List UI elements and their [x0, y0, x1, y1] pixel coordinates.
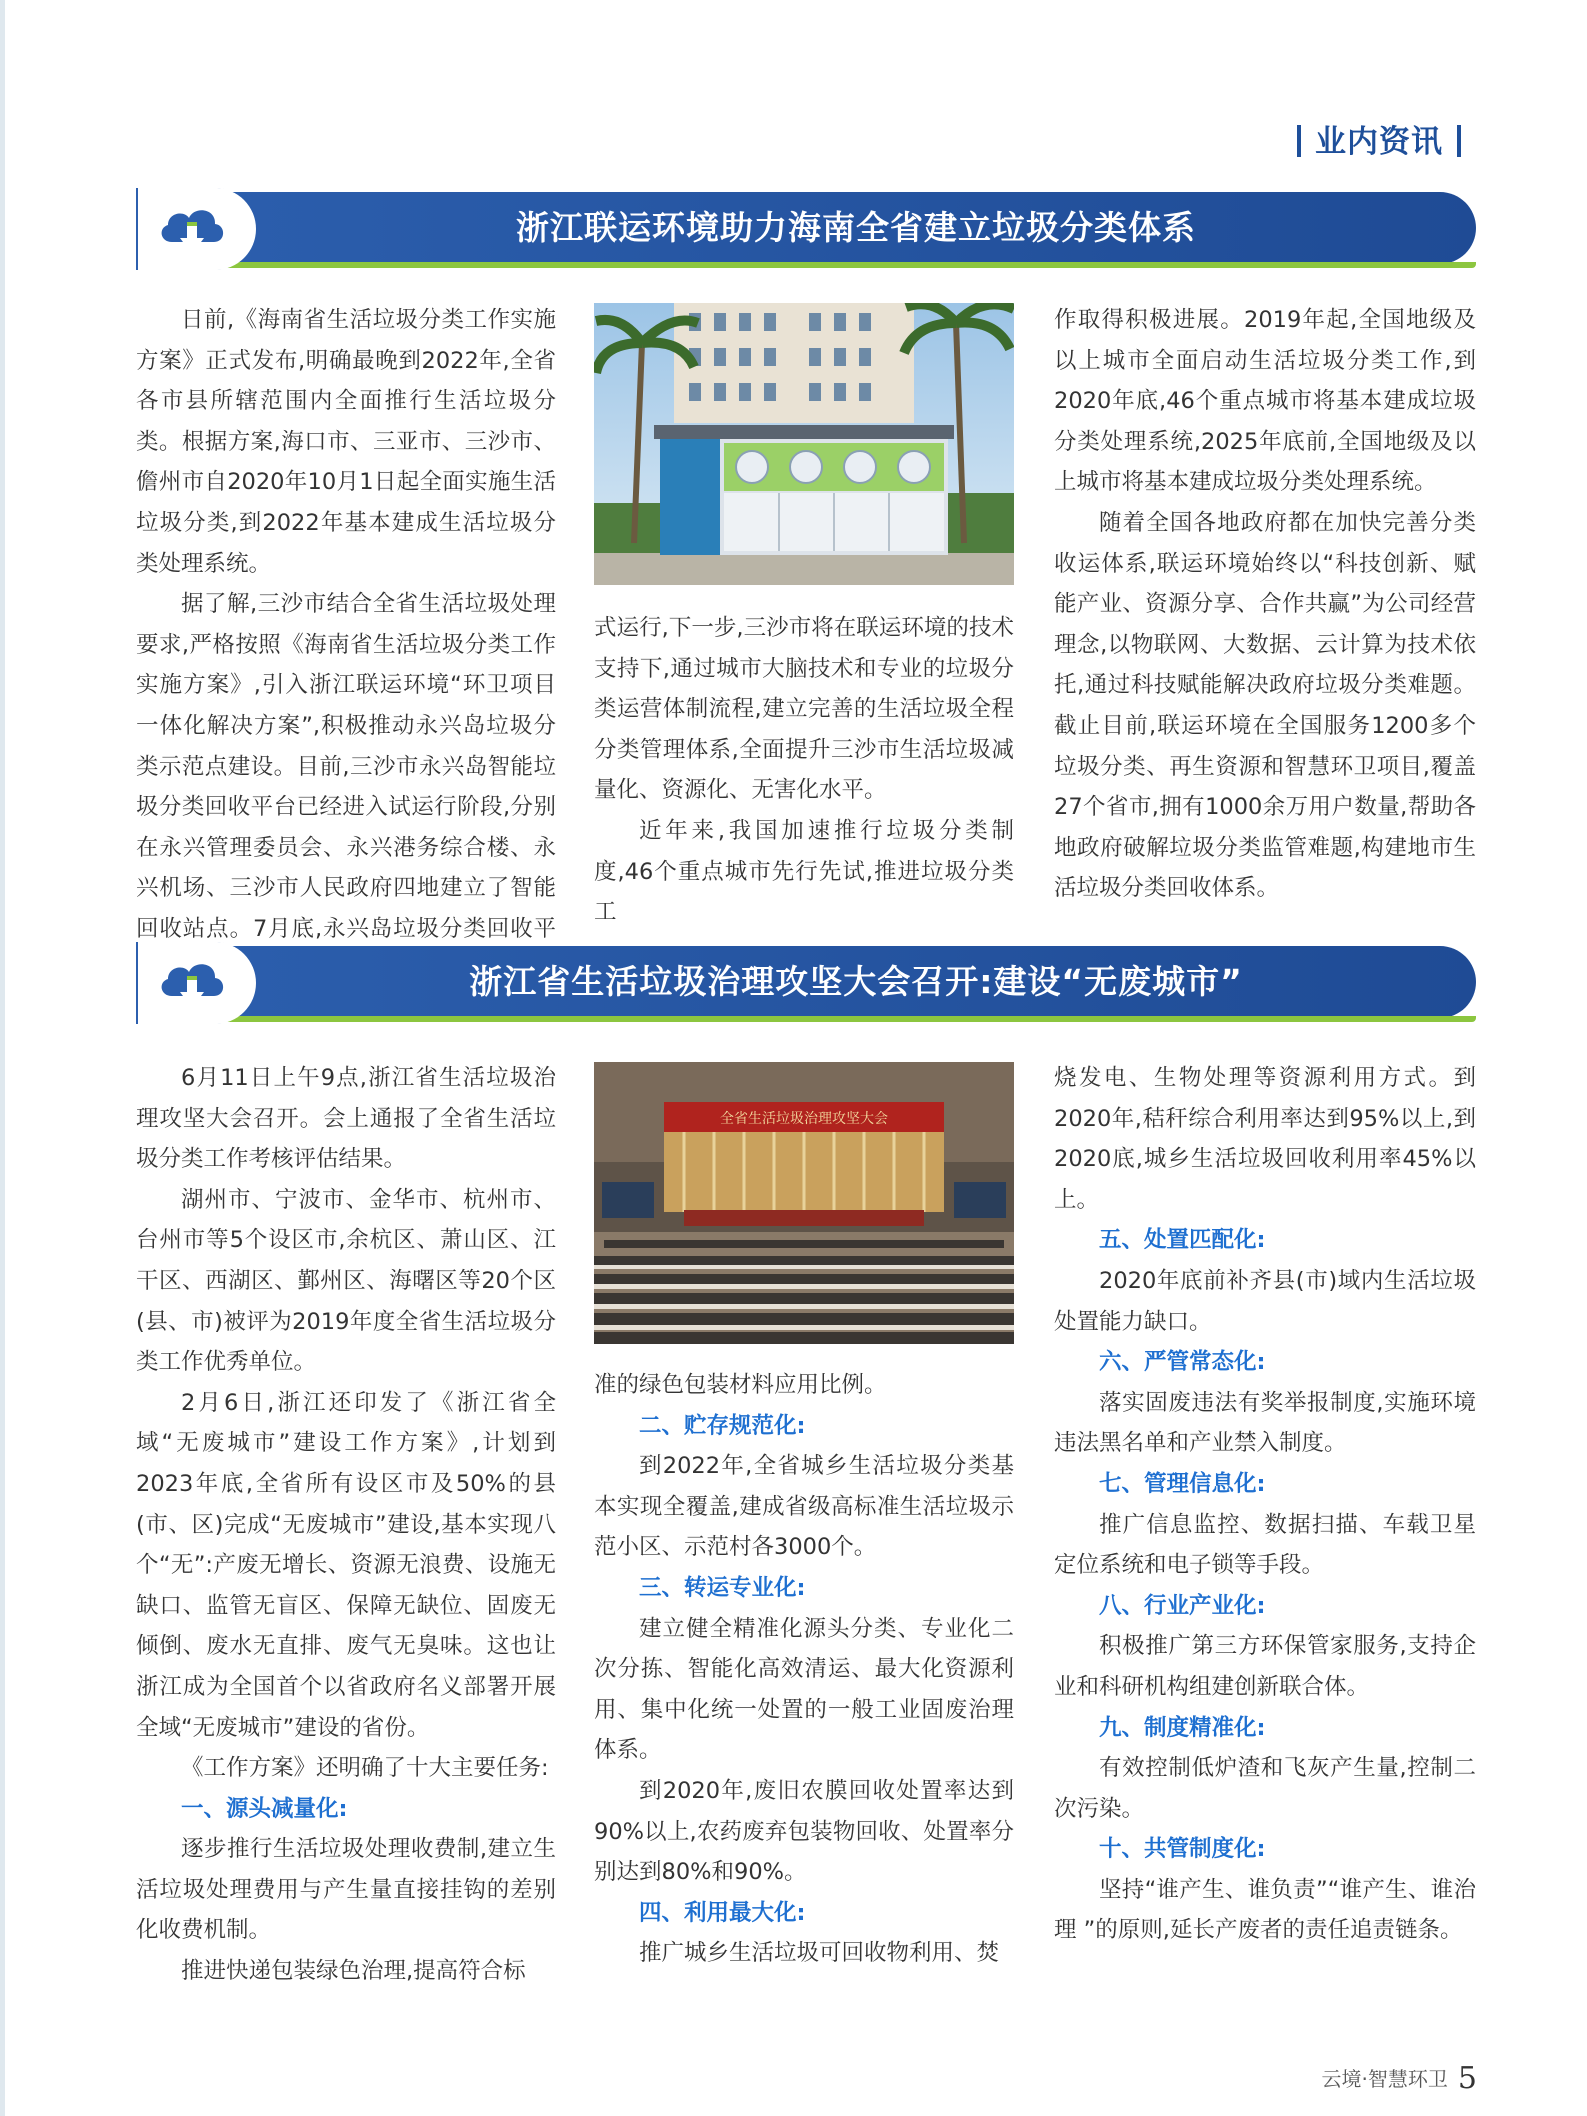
article1-title: 浙江联运环境助力海南全省建立垃圾分类体系: [516, 208, 1196, 247]
paragraph: 据了解,三沙市结合全省生活垃圾处理要求,严格按照《海南省生活垃圾分类工作实施方案》,引入浙江联运环境“环卫项目一体化解决方案”,积极推动永兴岛垃圾分类示范点建设。目前,三沙市永兴岛智能垃圾分类回收平台已经进入试运行阶段,分别在永兴管理委员会、永兴港务综合楼、永兴机场、三沙市人民政府四地建立了智能回收站点。7月底,永兴岛垃圾分类回收平: [136, 591, 556, 942]
banner-accent-line: [136, 1016, 1476, 1022]
paragraph: 式运行,下一步,三沙市将在联运环境的技术支持下,通过城市大脑技术和专业的垃圾分类运营体制流程,建立完善的生活垃圾全程分类管理体系,全面提升三沙市生活垃圾减量化、资源化、无害化水平。: [594, 615, 1014, 804]
cloud-download-icon: [154, 952, 230, 1016]
paragraph: 坚持“谁产生、谁负责”“谁产生、谁治理 ”的原则,延长产废者的责任追责链条。: [1054, 1876, 1476, 1944]
page-edge-line: [0, 0, 5, 2116]
cloud-download-icon: [154, 198, 230, 262]
paragraph-continued: 烧发电、生物处理等资源利用方式。到2020年,秸秆综合利用率达到95%以上,到2020底,城乡生活垃圾回收利用率45%以上。: [1054, 1065, 1476, 1213]
paragraph: 6月11日上午9点,浙江省生活垃圾治理攻坚大会召开。会上通报了全省生活垃圾分类工作考核评估结果。: [136, 1065, 556, 1173]
page-number: 5: [1457, 2061, 1477, 2096]
section-title: 业内资讯: [1315, 124, 1443, 160]
section-header: [1283, 116, 1475, 161]
task-heading: 八、行业产业化:: [1099, 1592, 1266, 1619]
paragraph: 2月6日,浙江还印发了《浙江省全域“无废城市”建设工作方案》,计划到2023年底,全省所有设区市及50%的县(市、区)完成“无废城市”建设,基本实现八个“无”:产废无增长、资源无浪费、设施无缺口、监管无盲区、保障无缺位、固废无倾倒、废水无直排、废气无臭味。这也让浙江成为全国首个以省政府名义部署开展全域“无废城市”建设的省份。: [136, 1389, 556, 1741]
banner-badge: [136, 188, 256, 270]
paragraph: 推广信息监控、数据扫描、车载卫星定位系统和电子锁等手段。: [1054, 1511, 1476, 1579]
magazine-name: 云境·智慧环卫: [1321, 2067, 1448, 2091]
task-heading: 二、贮存规范化:: [639, 1412, 806, 1439]
article1-column-3: [1054, 300, 1476, 909]
article2-column-2: [594, 1365, 1014, 1974]
paragraph: 作取得积极进展。2019年起,全国地级及以上城市全面启动生活垃圾分类工作,到2020年底,46个重点城市将基本建成垃圾分类处理系统,2025年底前,全国地级及以上城市将基本建成垃圾分类处理系统。: [1054, 307, 1476, 496]
article2-photo-conference-hall: [594, 1062, 1014, 1344]
paragraph: 落实固废违法有奖举报制度,实施环境违法黑名单和产业禁入制度。: [1054, 1389, 1476, 1457]
article2-column-1: [136, 1058, 556, 1992]
paragraph: 到2022年,全省城乡生活垃圾分类基本实现全覆盖,建成省级高标准生活垃圾示范小区、示范村各3000个。: [594, 1453, 1014, 1561]
header-bar-right: [1457, 125, 1461, 157]
task-heading: 三、转运专业化:: [639, 1574, 806, 1601]
task-heading: 六、严管常态化:: [1099, 1349, 1266, 1376]
article2-banner: [136, 946, 1476, 1026]
article1-column-1: [136, 300, 556, 990]
banner-accent-line: [136, 262, 1476, 268]
paragraph: 建立健全精准化源头分类、专业化二次分拣、智能化高效清运、最大化资源利用、集中化统一处置的一般工业固废治理体系。: [594, 1615, 1014, 1764]
task-heading: 五、处置匹配化:: [1099, 1227, 1266, 1254]
paragraph: 积极推广第三方环保管家服务,支持企业和科研机构组建创新联合体。: [1054, 1633, 1476, 1700]
paragraph: 随着全国各地政府都在加快完善分类收运体系,联运环境始终以“科技创新、赋能产业、资源分享、合作共赢”为公司经营理念,以物联网、大数据、云计算为技术依托,通过科技赋能解决政府垃圾分类难题。截止目前,联运环境在全国服务1200多个垃圾分类、再生资源和智慧环卫项目,覆盖27个省市,拥有1000余万用户数量,帮助各地政府破解垃圾分类监管难题,构建地市生活垃圾分类回收体系。: [1054, 509, 1476, 902]
paragraph: 到2020年,废旧农膜回收处置率达到90%以上,农药废弃包装物回收、处置率分别达到80%和90%。: [594, 1777, 1014, 1886]
paragraph: 近年来,我国加速推行垃圾分类制度,46个重点城市先行先试,推进垃圾分类工: [594, 817, 1014, 926]
task-heading: 七、管理信息化:: [1099, 1470, 1266, 1497]
article2-column-3: [1054, 1058, 1476, 1951]
paragraph: 逐步推行生活垃圾处理收费制,建立生活垃圾处理费用与产生量直接挂钩的差别化收费机制。: [136, 1836, 556, 1944]
paragraph: 日前,《海南省生活垃圾分类工作实施方案》正式发布,明确最晚到2022年,全省各市县所辖范围内全面推行生活垃圾分类。根据方案,海口市、三亚市、三沙市、儋州市自2020年10月1日起全面实施生活垃圾分类,到2022年基本建成生活垃圾分类处理系统。: [136, 307, 556, 577]
paragraph-continued: 准的绿色包装材料应用比例。: [594, 1372, 887, 1398]
article2-title: 浙江省生活垃圾治理攻坚大会召开:建设“无废城市”: [469, 962, 1243, 1001]
banner-badge: [136, 942, 256, 1024]
paragraph: 《工作方案》还明确了十大主要任务:: [181, 1755, 549, 1782]
article1-column-2: [594, 608, 1014, 933]
paragraph: 2020年底前补齐县(市)域内生活垃圾处置能力缺口。: [1054, 1267, 1476, 1335]
task-heading: 四、利用最大化:: [639, 1899, 806, 1926]
page-footer: [1322, 2061, 1477, 2096]
task-heading: 一、源头减量化:: [181, 1795, 348, 1822]
article1-banner: [136, 192, 1476, 272]
conference-banner-text: 全省生活垃圾治理攻坚大会: [720, 1111, 888, 1127]
paragraph: 推广城乡生活垃圾可回收物利用、焚: [639, 1940, 1000, 1967]
paragraph: 推进快递包装绿色治理,提高符合标: [181, 1958, 526, 1985]
paragraph: 有效控制低炉渣和飞灰产生量,控制二次污染。: [1054, 1755, 1476, 1822]
task-heading: 十、共管制度化:: [1099, 1836, 1266, 1863]
header-bar-left: [1297, 125, 1301, 157]
task-heading: 九、制度精准化:: [1099, 1714, 1266, 1741]
article1-photo-recycling-station: [594, 303, 1014, 585]
paragraph: 湖州市、宁波市、金华市、杭州市、台州市等5个设区市,余杭区、萧山区、江干区、西湖区、鄞州区、海曙区等20个区(县、市)被评为2019年度全省生活垃圾分类工作优秀单位。: [136, 1186, 556, 1376]
